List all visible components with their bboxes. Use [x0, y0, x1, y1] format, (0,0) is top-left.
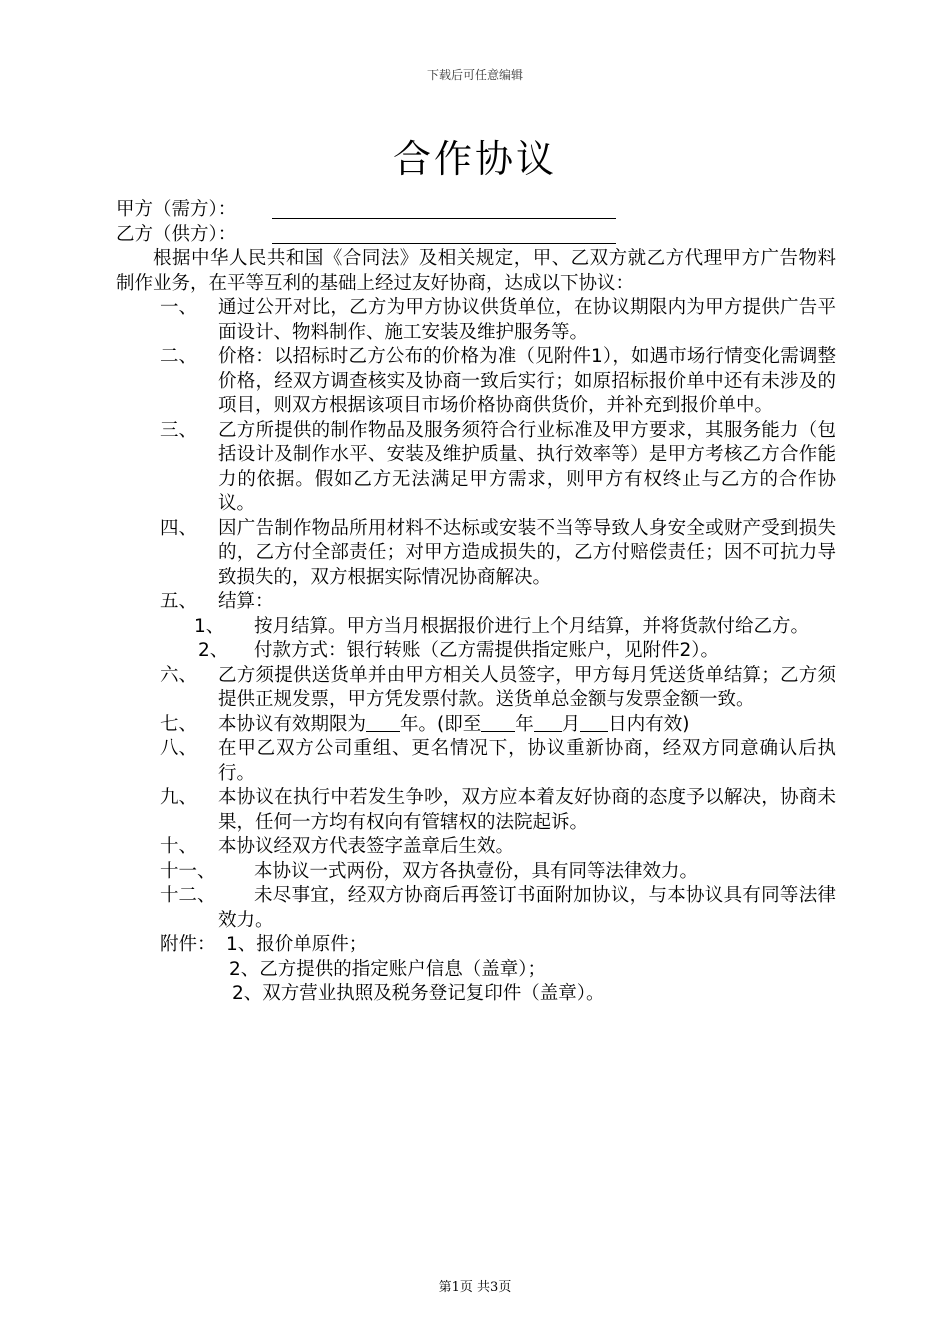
clause	[116, 884, 836, 933]
clause-text: 本协议在执行中若发生争吵，双方应本着友好协商的态度予以解决，协商未果，任何一方均有权向有管辖权的法院起诉。	[218, 787, 836, 833]
attachment-row	[116, 933, 836, 958]
clause	[116, 860, 836, 885]
clause-number: 十二、	[160, 885, 216, 906]
clause-text: 未尽事宜，经双方协商后再签订书面附加协议，与本协议具有同等法律效力。	[218, 885, 836, 931]
settlement-number: 2、	[198, 640, 229, 661]
party-b-blank[interactable]	[272, 243, 616, 244]
validity-text-4: 月	[561, 713, 581, 735]
party-a-row	[116, 198, 836, 223]
attachment-item: 2、乙方提供的指定账户信息（盖章）；	[229, 958, 547, 980]
party-a-blank[interactable]	[272, 218, 616, 219]
settlement-text: 付款方式：银行转账（乙方需提供指定账户，见附件2）。	[254, 640, 720, 661]
clause	[116, 835, 836, 860]
clause-number: 十、	[160, 836, 198, 857]
attachments-label: 附件：	[160, 934, 216, 955]
validity-years-blank[interactable]	[366, 713, 400, 732]
party-a-label: 甲方（需方）：	[116, 199, 237, 220]
validity-day-blank[interactable]	[580, 713, 608, 732]
clause-text: 本协议一式两份，双方各执壹份，具有同等法律效力。	[254, 860, 699, 882]
validity-text-1: 本协议有效期限为	[218, 713, 367, 735]
validity-text-3: 年	[515, 713, 534, 735]
clause-text: 因广告制作物品所用材料不达标或安装不当等导致人身安全或财产受到损失的，乙方付全部责任；对甲方造成损失的，乙方付赔偿责任；因不可抗力导致损失的，双方根据实际情况协商解决。	[218, 517, 836, 588]
attachment-row	[116, 958, 836, 983]
attachment-item: 2、双方营业执照及税务登记复印件（盖章）。	[232, 983, 605, 1004]
page-number-footer: 第1页 共3页	[438, 1280, 512, 1295]
document-title: 合作协议	[392, 137, 557, 181]
clause	[116, 419, 836, 517]
clause-number: 一、	[160, 297, 198, 318]
clause	[116, 664, 836, 713]
clause	[116, 590, 836, 615]
clause	[116, 517, 836, 591]
settlement-number: 1、	[194, 615, 225, 637]
intro-paragraph: 根据中华人民共和国《合同法》及相关规定，甲、乙双方就乙方代理甲方广告物料制作业务，在平等互利的基础上经过友好协商，达成以下协议：	[116, 248, 836, 294]
settlement-item	[116, 615, 836, 640]
clause-validity	[116, 713, 836, 738]
clause-text: 价格：以招标时乙方公布的价格为准（见附件1），如遇市场行情变化需调整价格，经双方调查核实及协商一致后实行；如原招标报价单中还有未涉及的项目，则双方根据该项目市场价格协商供货价，并补充到报价单中。	[218, 346, 836, 416]
clause-number: 五、	[160, 591, 198, 612]
clause-text: 本协议经双方代表签字盖章后生效。	[218, 836, 515, 857]
document-body	[116, 198, 836, 1007]
clause	[116, 296, 836, 345]
clause-number: 九、	[160, 787, 198, 808]
clause-text: 在甲乙双方公司重组、更名情况下，协议重新协商，经双方同意确认后执行。	[218, 738, 836, 784]
validity-month-blank[interactable]	[534, 713, 562, 732]
clause-text: 乙方所提供的制作物品及服务须符合行业标准及甲方要求，其服务能力（包括设计及制作水平、安装及维护质量、执行效率等）是甲方考核乙方合作能力的依据。假如乙方无法满足甲方需求，则甲方有权终止与乙方的合作协议。	[218, 419, 836, 514]
settlement-item	[116, 639, 836, 664]
clause-text: 结算：	[218, 591, 274, 612]
validity-year-blank[interactable]	[481, 713, 515, 732]
clause-number: 二、	[160, 346, 198, 367]
party-b-label: 乙方（供方）：	[116, 223, 237, 245]
settlement-text: 按月结算。甲方当月根据报价进行上个月结算，并将货款付给乙方。	[254, 615, 810, 637]
attachment-item: 1、报价单原件；	[226, 934, 368, 955]
clause-number: 六、	[160, 664, 198, 686]
clause-text: 乙方须提供送货单并由甲方相关人员签字，甲方每月凭送货单结算；乙方须提供正规发票，甲方凭发票付款。送货单总金额与发票金额一致。	[218, 664, 836, 710]
clause-number: 八、	[160, 738, 198, 759]
page-header-note: 下载后可任意编辑	[426, 68, 523, 82]
clause-number: 四、	[160, 517, 198, 539]
validity-text-5: 日内有效)	[608, 713, 690, 735]
clause-number: 十一、	[160, 860, 216, 882]
validity-text-2: 年。(即至	[400, 713, 482, 735]
clause	[116, 345, 836, 419]
clause	[116, 786, 836, 835]
clause	[116, 737, 836, 786]
clause-text: 通过公开对比，乙方为甲方协议供货单位，在协议期限内为甲方提供广告平面设计、物料制作、施工安装及维护服务等。	[218, 297, 836, 343]
party-b-row	[116, 223, 836, 248]
clause-number: 七、	[160, 713, 198, 735]
attachment-row	[116, 982, 836, 1007]
clause-number: 三、	[160, 419, 198, 441]
